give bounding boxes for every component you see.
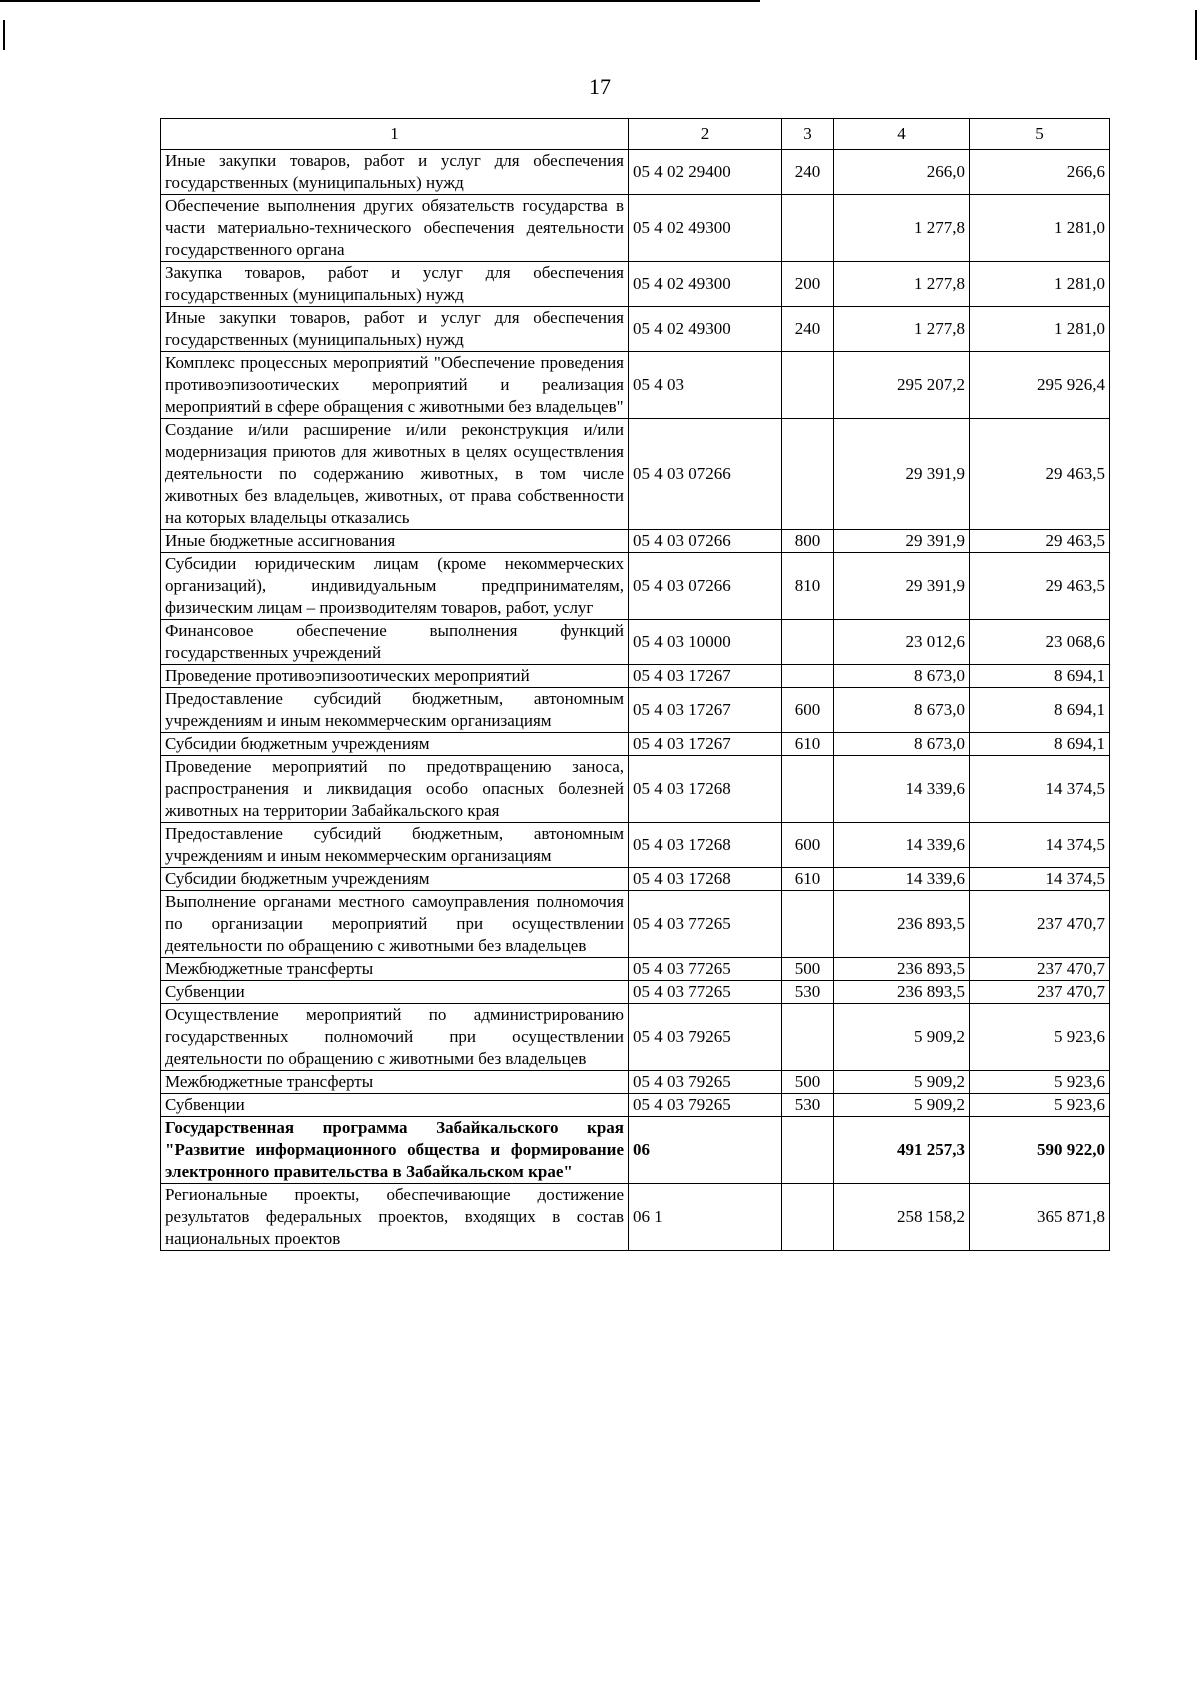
scan-mark-right	[1195, 10, 1197, 60]
row-amount-year-1: 266,0	[834, 150, 970, 195]
row-amount-year-1: 8 673,0	[834, 665, 970, 688]
row-code: 05 4 03 10000	[629, 620, 782, 665]
table-row	[161, 1071, 1110, 1094]
row-amount-year-2: 1 281,0	[970, 195, 1110, 262]
row-code: 05 4 03	[629, 352, 782, 419]
table-row	[161, 733, 1110, 756]
table-row	[161, 1004, 1110, 1071]
table-row	[161, 981, 1110, 1004]
row-code: 06 1	[629, 1184, 782, 1251]
row-amount-year-1: 14 339,6	[834, 823, 970, 868]
row-expense-type	[782, 1004, 834, 1071]
row-expense-type: 240	[782, 150, 834, 195]
row-expense-type: 610	[782, 868, 834, 891]
row-amount-year-2: 237 470,7	[970, 958, 1110, 981]
row-amount-year-2: 23 068,6	[970, 620, 1110, 665]
table-row	[161, 958, 1110, 981]
header-col-4: 4	[834, 119, 970, 150]
row-name: Предоставление субсидий бюджетным, автономным учреждениям и иным некоммерческим организациям	[161, 688, 629, 733]
row-amount-year-2: 1 281,0	[970, 262, 1110, 307]
row-name: Обеспечение выполнения других обязательств государства в части материально-технического обеспечения деятельности государственного органа	[161, 195, 629, 262]
row-expense-type: 500	[782, 1071, 834, 1094]
row-name: Осуществление мероприятий по администрированию государственных полномочий при осуществлении деятельности по обращению с животными без владельцев	[161, 1004, 629, 1071]
row-amount-year-2: 29 463,5	[970, 553, 1110, 620]
row-amount-year-2: 14 374,5	[970, 756, 1110, 823]
row-amount-year-1: 8 673,0	[834, 688, 970, 733]
row-name: Выполнение органами местного самоуправления полномочия по организации мероприятий при осуществлении деятельности по обращению с животными без владельцев	[161, 891, 629, 958]
row-expense-type: 200	[782, 262, 834, 307]
row-expense-type	[782, 1184, 834, 1251]
row-code: 05 4 02 49300	[629, 195, 782, 262]
row-name: Субвенции	[161, 981, 629, 1004]
table-row	[161, 530, 1110, 553]
row-amount-year-1: 5 909,2	[834, 1004, 970, 1071]
row-expense-type	[782, 352, 834, 419]
row-code: 05 4 03 77265	[629, 981, 782, 1004]
scan-mark-left	[3, 20, 5, 50]
row-amount-year-2: 237 470,7	[970, 891, 1110, 958]
header-col-3: 3	[782, 119, 834, 150]
row-expense-type: 610	[782, 733, 834, 756]
row-name: Комплекс процессных мероприятий "Обеспечение проведения противоэпизоотических мероприятий и реализация мероприятий в сфере обращения с животными без владельцев"	[161, 352, 629, 419]
row-expense-type: 800	[782, 530, 834, 553]
row-code: 05 4 02 49300	[629, 307, 782, 352]
row-name: Иные закупки товаров, работ и услуг для обеспечения государственных (муниципальных) нужд	[161, 150, 629, 195]
row-amount-year-1: 29 391,9	[834, 530, 970, 553]
header-col-2: 2	[629, 119, 782, 150]
table-row	[161, 823, 1110, 868]
row-amount-year-2: 8 694,1	[970, 733, 1110, 756]
row-name: Предоставление субсидий бюджетным, автономным учреждениям и иным некоммерческим организациям	[161, 823, 629, 868]
row-code: 05 4 03 77265	[629, 958, 782, 981]
row-name: Государственная программа Забайкальского края "Развитие информационного общества и формирование электронного правительства в Забайкальском крае"	[161, 1117, 629, 1184]
row-amount-year-1: 14 339,6	[834, 868, 970, 891]
row-amount-year-1: 5 909,2	[834, 1071, 970, 1094]
row-amount-year-2: 8 694,1	[970, 665, 1110, 688]
row-expense-type: 600	[782, 823, 834, 868]
table-row	[161, 688, 1110, 733]
row-amount-year-2: 590 922,0	[970, 1117, 1110, 1184]
row-code: 05 4 02 29400	[629, 150, 782, 195]
row-expense-type	[782, 891, 834, 958]
row-amount-year-1: 491 257,3	[834, 1117, 970, 1184]
row-code: 05 4 03 17267	[629, 733, 782, 756]
budget-table	[160, 118, 1110, 1251]
row-name: Иные бюджетные ассигнования	[161, 530, 629, 553]
row-code: 05 4 03 17267	[629, 688, 782, 733]
table-row	[161, 195, 1110, 262]
row-code: 05 4 02 49300	[629, 262, 782, 307]
row-amount-year-1: 236 893,5	[834, 981, 970, 1004]
row-code: 05 4 03 17268	[629, 868, 782, 891]
row-amount-year-2: 365 871,8	[970, 1184, 1110, 1251]
table-row	[161, 665, 1110, 688]
row-code: 05 4 03 07266	[629, 553, 782, 620]
scan-mark-top	[0, 0, 760, 2]
row-expense-type	[782, 419, 834, 530]
row-amount-year-1: 295 207,2	[834, 352, 970, 419]
table-row	[161, 307, 1110, 352]
row-name: Субсидии бюджетным учреждениям	[161, 733, 629, 756]
row-amount-year-2: 266,6	[970, 150, 1110, 195]
row-amount-year-2: 29 463,5	[970, 419, 1110, 530]
row-amount-year-2: 8 694,1	[970, 688, 1110, 733]
row-name: Региональные проекты, обеспечивающие достижение результатов федеральных проектов, входящих в состав национальных проектов	[161, 1184, 629, 1251]
row-code: 05 4 03 07266	[629, 530, 782, 553]
row-name: Межбюджетные трансферты	[161, 1071, 629, 1094]
row-amount-year-2: 5 923,6	[970, 1094, 1110, 1117]
row-amount-year-2: 29 463,5	[970, 530, 1110, 553]
row-code: 05 4 03 07266	[629, 419, 782, 530]
row-code: 05 4 03 17268	[629, 756, 782, 823]
row-amount-year-1: 1 277,8	[834, 307, 970, 352]
row-amount-year-1: 1 277,8	[834, 195, 970, 262]
row-amount-year-1: 23 012,6	[834, 620, 970, 665]
row-amount-year-1: 5 909,2	[834, 1094, 970, 1117]
row-expense-type	[782, 195, 834, 262]
row-name: Иные закупки товаров, работ и услуг для обеспечения государственных (муниципальных) нужд	[161, 307, 629, 352]
table-row	[161, 352, 1110, 419]
row-amount-year-2: 295 926,4	[970, 352, 1110, 419]
row-amount-year-2: 5 923,6	[970, 1004, 1110, 1071]
row-amount-year-2: 237 470,7	[970, 981, 1110, 1004]
row-name: Субсидии бюджетным учреждениям	[161, 868, 629, 891]
page-number: 17	[589, 74, 611, 99]
row-name: Субвенции	[161, 1094, 629, 1117]
table-row	[161, 150, 1110, 195]
header-col-5: 5	[970, 119, 1110, 150]
row-code: 05 4 03 79265	[629, 1071, 782, 1094]
header-col-1: 1	[161, 119, 629, 150]
row-amount-year-1: 236 893,5	[834, 891, 970, 958]
table-row	[161, 419, 1110, 530]
row-code: 06	[629, 1117, 782, 1184]
row-name: Проведение противоэпизоотических мероприятий	[161, 665, 629, 688]
row-amount-year-2: 14 374,5	[970, 868, 1110, 891]
table-row	[161, 756, 1110, 823]
row-amount-year-2: 5 923,6	[970, 1071, 1110, 1094]
row-expense-type: 530	[782, 1094, 834, 1117]
row-amount-year-1: 29 391,9	[834, 419, 970, 530]
row-code: 05 4 03 77265	[629, 891, 782, 958]
row-expense-type: 600	[782, 688, 834, 733]
table-row	[161, 1094, 1110, 1117]
table-row	[161, 1184, 1110, 1251]
row-amount-year-1: 8 673,0	[834, 733, 970, 756]
row-name: Проведение мероприятий по предотвращению заноса, распространения и ликвидация особо опасных болезней животных на территории Забайкальского края	[161, 756, 629, 823]
row-name: Субсидии юридическим лицам (кроме некоммерческих организаций), индивидуальным предпринимателям, физическим лицам – производителям товаров, работ, услуг	[161, 553, 629, 620]
row-code: 05 4 03 79265	[629, 1094, 782, 1117]
row-expense-type: 500	[782, 958, 834, 981]
row-amount-year-2: 14 374,5	[970, 823, 1110, 868]
table-row	[161, 891, 1110, 958]
row-amount-year-2: 1 281,0	[970, 307, 1110, 352]
row-expense-type	[782, 756, 834, 823]
row-expense-type	[782, 1117, 834, 1184]
table-row	[161, 262, 1110, 307]
row-expense-type: 810	[782, 553, 834, 620]
table-row	[161, 620, 1110, 665]
table-row	[161, 553, 1110, 620]
row-name: Создание и/или расширение и/или реконструкция и/или модернизация приютов для животных в целях осуществления деятельности по содержанию животных, в том числе животных без владельцев, животных, от права собственности на которых владельцы отказались	[161, 419, 629, 530]
row-expense-type	[782, 665, 834, 688]
table-row	[161, 868, 1110, 891]
row-amount-year-1: 14 339,6	[834, 756, 970, 823]
row-amount-year-1: 29 391,9	[834, 553, 970, 620]
row-expense-type: 530	[782, 981, 834, 1004]
table-row	[161, 1117, 1110, 1184]
row-code: 05 4 03 79265	[629, 1004, 782, 1071]
row-amount-year-1: 236 893,5	[834, 958, 970, 981]
row-name: Закупка товаров, работ и услуг для обеспечения государственных (муниципальных) нужд	[161, 262, 629, 307]
row-name: Межбюджетные трансферты	[161, 958, 629, 981]
row-amount-year-1: 1 277,8	[834, 262, 970, 307]
row-code: 05 4 03 17267	[629, 665, 782, 688]
row-expense-type	[782, 620, 834, 665]
row-code: 05 4 03 17268	[629, 823, 782, 868]
row-expense-type: 240	[782, 307, 834, 352]
row-name: Финансовое обеспечение выполнения функций государственных учреждений	[161, 620, 629, 665]
table-body	[161, 150, 1110, 1251]
header-row	[161, 119, 1110, 150]
row-amount-year-1: 258 158,2	[834, 1184, 970, 1251]
